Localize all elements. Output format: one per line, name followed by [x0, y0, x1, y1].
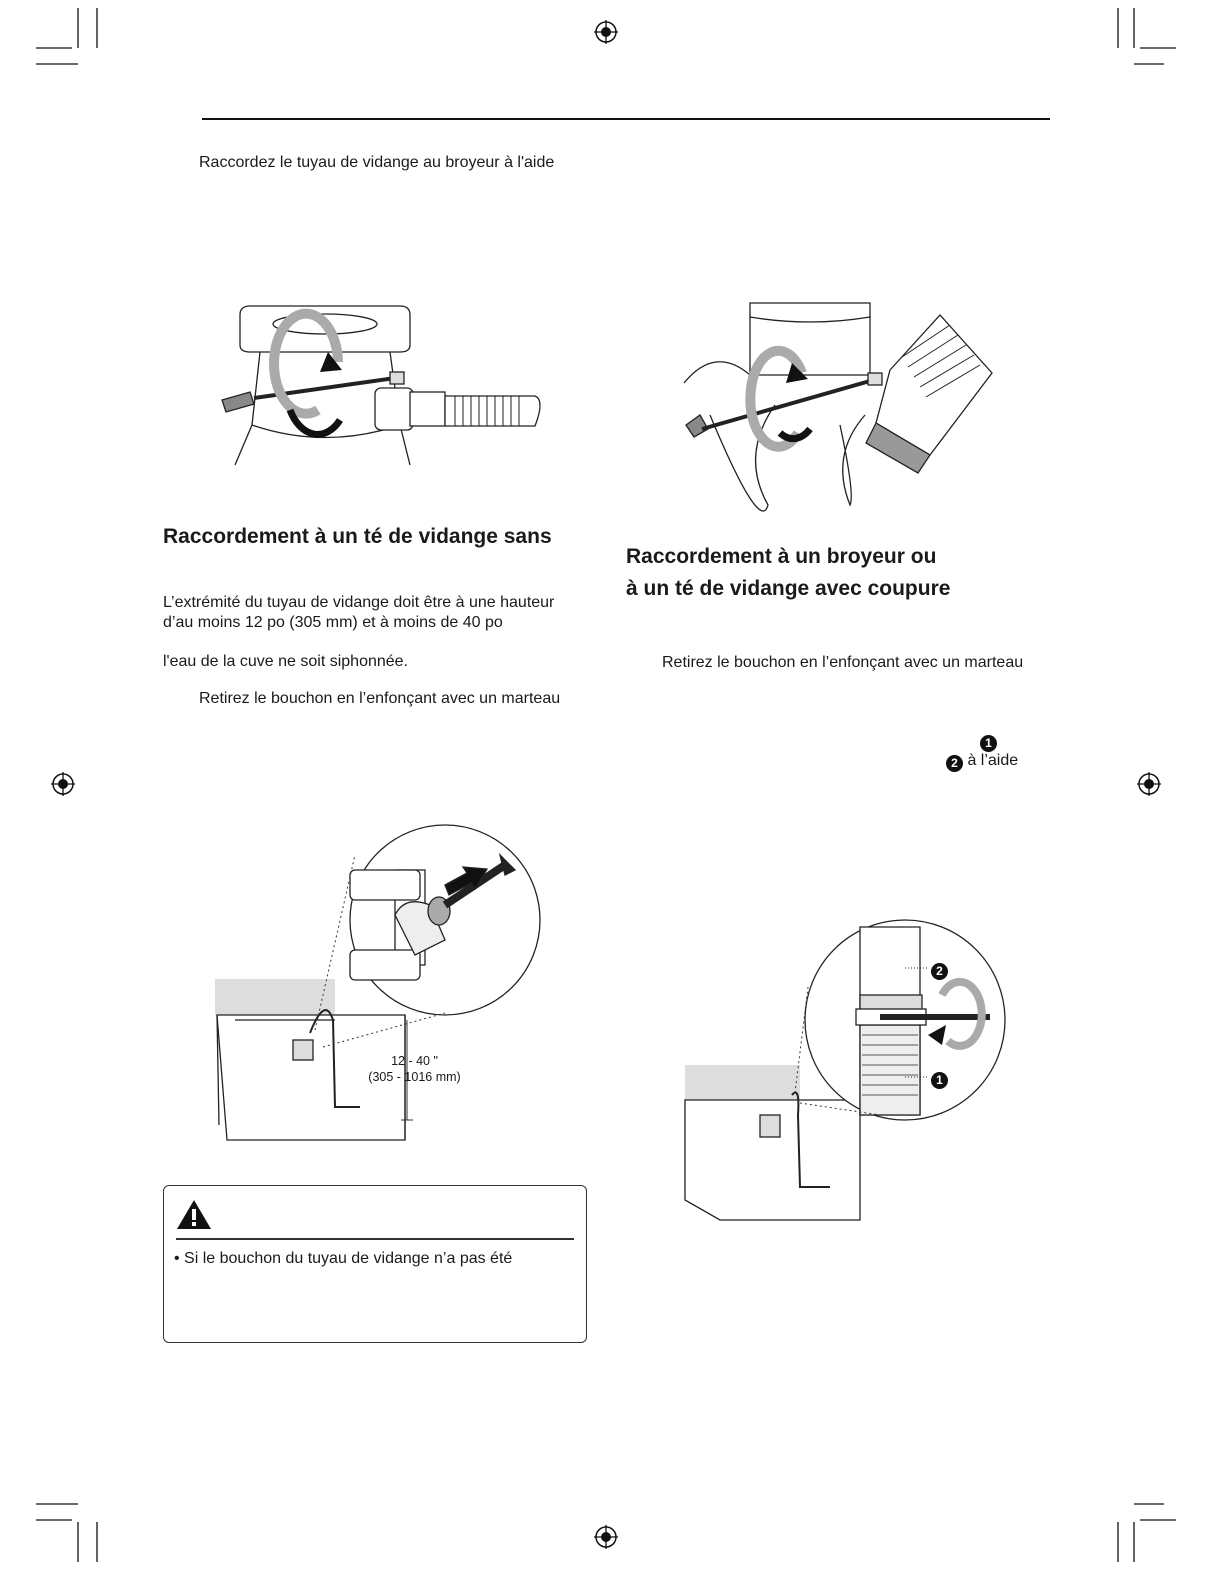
dimension-label-mm: (305 - 1016 mm) [368, 1070, 461, 1084]
callout-1-badge: 1 [931, 1072, 948, 1089]
header-rule [202, 118, 1050, 120]
left-section-title: Raccordement à un té de vidange sans [163, 525, 552, 548]
marker-1-badge: 1 [980, 735, 997, 752]
callout-2-badge: 2 [931, 963, 948, 980]
caution-rule [176, 1238, 574, 1240]
right-section-title-line1: Raccordement à un broyeur ou [626, 545, 937, 568]
registration-mark-left [51, 772, 75, 796]
callout-2 [931, 960, 948, 980]
hose-clamp-callout-illustration [680, 915, 1010, 1225]
marker-2-row [946, 751, 1018, 772]
dimension-label-inches: 12 - 40 " [391, 1054, 438, 1068]
right-step-text: Retirez le bouchon en l’enfonçant avec un marteau [662, 654, 1024, 671]
marker-2-badge: 2 [946, 755, 963, 772]
left-paragraph-line3: l'eau de la cuve ne soit siphonnée. [163, 653, 409, 670]
drain-tee-plug-illustration [215, 815, 545, 1145]
registration-mark-bottom [594, 1525, 618, 1549]
registration-mark-right [1137, 772, 1161, 796]
caution-bullet-text: • Si le bouchon du tuyau de vidange n’a pas été [174, 1250, 513, 1267]
marker-2-text: à l’aide [967, 752, 1019, 769]
left-step-text: Retirez le bouchon en l’enfonçant avec un marteau [199, 690, 561, 707]
left-paragraph-line2: d’au moins 12 po (305 mm) et à moins de 40 po [163, 614, 503, 631]
left-paragraph-line1: L’extrémité du tuyau de vidange doit être à une hauteur [163, 594, 555, 611]
disposer-clamp-illustration [210, 300, 550, 490]
right-section-title-line2: à un té de vidange avec coupure [626, 577, 951, 600]
intro-text: Raccordez le tuyau de vidange au broyeur à l'aide [199, 154, 555, 171]
callout-1 [931, 1069, 948, 1089]
registration-mark-top [594, 20, 618, 44]
warning-triangle-icon [176, 1198, 212, 1230]
disposer-hose-illustration [680, 305, 1010, 525]
marker-1-row [980, 731, 997, 752]
caution-box [163, 1185, 587, 1343]
